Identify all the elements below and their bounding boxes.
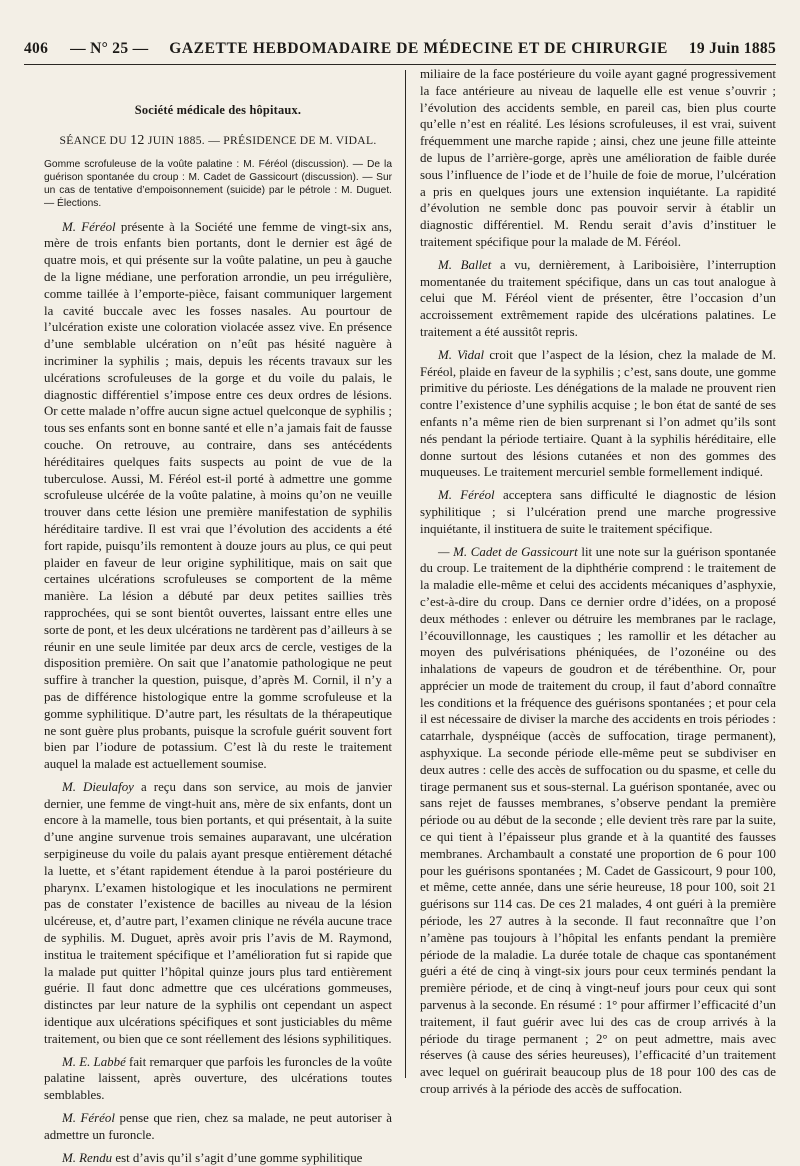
section-heading: Société médicale des hôpitaux. <box>134 103 302 117</box>
speaker-name: M. Féréol <box>62 219 116 234</box>
paragraph <box>44 1150 392 1166</box>
paragraph <box>44 219 392 773</box>
paragraph-text: a reçu dans son service, au mois de janvier dernier, une femme de vingt-huit ans, mère de six enfants, dont un encore à la mamelle, tous bien portants, et qui présentait, à la suite d’une angine survenue trois semaines auparavant, une ulcération serpigineuse du voile du palais ayant presque entièrement détaché la luette, et s’étant rapidement étendue à la paroi postérieure du pharynx. L’examen histologique et les inoculations ne permirent pas de constater l’existence de bacilles au niveau de la lésion ulcéreuse, et, d’autre part, l’examen clinique ne révéla aucune trace de syphilis. M. Duguet, après avoir pris l’avis de M. Raymond, institua le traitement spécifique et l’amélioration fut si rapide que la malade put quitter l’hôpital quinze jours plus tard entièrement guérie. Il faut donc admettre que ces ulcérations gommeuses, distinctes par leur nature de la syphilis ont cependant un aspect identique aux ulcérations spécifiques et sont justiciables du même traitement, ou bien que ce sont réellement des lésions syphilitiques. <box>44 779 392 1046</box>
seance-prefix: SÉANCE DU <box>59 133 127 147</box>
paragraph-text: fait remarquer que parfois les furoncles de la voûte palatine laissent, après ouverture, des ulcérations toutes semblables. <box>44 1054 392 1103</box>
speaker-name: M. Rendu <box>62 1150 113 1165</box>
column-divider <box>405 70 406 1078</box>
page-header <box>24 36 776 62</box>
paragraph <box>44 1110 392 1144</box>
issue-number: — N° 25 — <box>70 40 149 57</box>
speaker-name: M. Féréol <box>438 488 495 503</box>
paragraph-text: présente à la Société une femme de vingt-six ans, mère de trois enfants bien portants, dont le dernier est âgé de quatre mois, et qui présente sur la voûte palatine, un peu à gauche de la ligne médiane, une perforation arrondie, un peu irrégulière, comme taillée à l’emporte-pièce, faisant communiquer largement la cavité buccale avec les fosses nasales. Au pourtour de l’ulcération existe une coloration violacée assez vive. En présence d’une semblable ulcération on n’eût pas hésité naguère à incriminer la syphilis ; mais, depuis les récents travaux sur les ulcérations scrofuleuses de la gorge et du voile du palais, le diagnostic différentiel s’impose entre ces deux ordres de lésions. Or cette malade n’offre aucun signe actuel quelconque de syphilis ; tous ses enfants sont en bonne santé et elle n’a jamais fait de fausse couche. On retrouve, au contraire, dans ses antécédents héréditaires quelques faits suspects au point de vue de la tuberculose. Aussi, M. Féréol est-il porté à admettre une gomme scrofuleuse ulcérée de la voûte palatine, à moins qu’on ne veuille trouver dans cette lésion une première manifestation de syphilis héréditaire tardive. Il est vrai que l’évolution des accidents a été fort rapide, puisqu’ils remontent à douze jours au plus, ce qui peut plaider en faveur de leur origine syphilitique, mais on sait que certaines ulcérations scrofuleuses se comportent de la même manière. La lésion a débuté par deux petites saillies très rapprochées, qui se sont bientôt ouvertes, laissant entre elles une sorte de pont, et les deux ulcérations ne tardèrent pas d’ailleurs à se réunir en une seule limitée par deux arcs de cercle, vestiges de la disposition première. On sait que l’anatomie pathologique ne peut suffire à trancher la question, puisque, d’après M. Cornil, il n’y a pas de différence histologique entre la gomme scrofuleuse et la gomme syphilitique. D’autre part, les résultats de la thérapeutique ne sont guère plus probants, puisque la scrofule guérit souvent fort bien par l’iodure de potassium. C’est là du reste le traitement auquel la malade est actuellement soumise. <box>44 219 392 772</box>
speaker-name: M. Dieulafoy <box>62 779 134 794</box>
paragraph-text: est d’avis qu’il s’agit d’une gomme syphilitique <box>112 1150 363 1165</box>
seance-rest: JUIN 1885. — PRÉSIDENCE DE M. VIDAL. <box>147 133 377 147</box>
seance-day: 12 <box>130 132 145 148</box>
paragraph <box>420 257 776 341</box>
left-column <box>44 72 393 1165</box>
paragraph-text: pense que rien, chez sa malade, ne peut autoriser à admettre un furoncle. <box>44 1111 393 1142</box>
paragraph <box>420 66 776 251</box>
issue-date: 19 Juin 1885 <box>688 40 776 57</box>
paragraph-text: lit une note sur la guérison spontanée du croup. Le traitement de la diphthérie comprend : le traitement de la maladie elle-même et celui des accidents mécaniques d’asphyxie, c’est-à-dire du croup. Dans ce dernier ordre d’idées, on a proposé deux méthodes : enlever ou détruire les membranes par le raclage, l’écouvillonnage, les caustiques ; les ramollir et les détacher au moyen des pulvérisations phéniquées, de l’ozonéine ou des inhalations de vapeurs de goudron et de térébenthine. Or, pour apprécier un mode de traitement du croup, il faut d’abord connaître les conditions et la fréquence des guérisons spontanées ; et pour cela il est nécessaire de diviser la marche des accidents en trois périodes : catarrhale, dyspnéique (accès de suffocation, tirage permanent), asphyxique. La seconde période elle-même peut se subdiviser en deux autres : celle des accès de suffocation ou du spasme, et celle du tirage permanent sus et sous-sternal. La guérison spontanée, avec ou sans rejet de fausses membranes, s’observe pendant la première période ou au début de la seconde ; elle devient très rare par la suite, ce qui tient à l’épaisseur plus grande et à la quantité des fausses membranes. Archambault a constaté une proportion de 6 pour 100 pour les guérisons spontanées ; M. Cadet de Gassicourt, 9 pour 100, et même, cette année, dans une série heureuse, 18 pour 100, soit 21 guérisons sur 114 cas. De ces 21 malades, 4 ont guéri à la première période, les 27 autres à la seconde. Il faut reconnaître que l’on n’amène pas toujours à l’hôpital les enfants pendant la première période de la maladie. La durée totale de chaque cas spontanément guéri a été de cinq à vingt-six jours pour ceux terminés pendant la première période, et de cinq à vingt-neuf jours pour ceux qui sont parvenus à la seconde. En résumé : 1° pour affirmer l’efficacité d’un traitement, il faut guérir avec lui des cas de croup arrivés à la période du tirage permanent ; 2° on peut admettre, mais avec réserves (à cause des séries heureuses), l’efficacité d’un traitement avec lequel on guérirait beaucoup plus de 18 pour 100 des cas de croup arrivés à la période des accès de suffocation. <box>420 544 776 1097</box>
paragraph <box>44 779 392 1048</box>
paragraph <box>420 544 776 1098</box>
speaker-name: M. Ballet <box>438 257 492 272</box>
paragraph-text: acceptera sans difficulté le diagnostic de lésion syphilitique ; si l’ulcération prend une marche progressive inquiétante, il instituera de suite le traitement spécifique. <box>420 488 777 536</box>
paragraph-text: a vu, dernièrement, à Lariboisière, l’interruption momentanée du traitement spécifique, dans un cas tout analogue à celui que M. Féréol vient de présenter, être l’occasion d’un accroissement extrêmement rapide des ulcérations palatines. Le traitement a été aussitôt repris. <box>420 257 777 339</box>
paragraph <box>420 347 776 481</box>
session-summary: Gomme scrofuleuse de la voûte palatine : M. Féréol (discussion). — De la guérison spontanée du croup : M. Cadet de Gassicourt (discussion). — Sur un cas de tentative d’empoisonnement (suicide) par le pétrole : M. Duguet. — Élections. <box>44 158 392 209</box>
paragraph-text: miliaire de la face postérieure du voile ayant gagné progressivement la face antérieure au niveau de laquelle elle est venue s’ouvrir ; l’évolution des accidents semble, en pareil cas, bien plus courte qu’elle n’est en réalité. Les lésions scrofuleuses, il est vrai, suivent fréquemment une marche rapide ; ainsi, chez une jeune fille atteinte de lupus de l’arrière-gorge, après une amélioration de faible durée sous l’influence de l’iode et de l’huile de foie de morue, l’ulcération a pris en quelques jours une extension inquiétante. La rapidité d’évolution ne semble donc pas pouvoir servir à établir un diagnostic différentiel. M. Rendu serait d’avis d’instituer le traitement spécifique pour la malade de M. Féréol. <box>420 67 776 249</box>
page-number: 406 <box>24 40 49 57</box>
journal-title: GAZETTE HEBDOMADAIRE DE MÉDECINE ET DE CHIRURGIE <box>169 40 668 57</box>
seance-line <box>44 133 392 150</box>
speaker-name: — M. Cadet de Gassicourt <box>438 544 578 559</box>
speaker-name: M. E. Labbé <box>62 1054 126 1069</box>
header-rule <box>24 64 776 65</box>
paragraph-text: croit que l’aspect de la lésion, chez la malade de M. Féréol, plaide en faveur de la syphilis ; c’est, sans doute, une gomme primitive du périoste. Les dénégations de la malade ne prouvent rien contre l’existence d’une syphilis acquise ; le bon état de santé de ses enfants n’a même rien de bien surprenant si l’on admet qu’ils sont nés pendant la période tertiaire. Quant à la syphilis héréditaire, elle donne surtout des lésions cutanées et non des gommes des muqueuses. Le traitement mercuriel semble formellement indiqué. <box>420 347 776 480</box>
paragraph <box>420 487 776 537</box>
right-column <box>420 66 777 1097</box>
speaker-name: M. Féréol <box>62 1111 115 1126</box>
paragraph <box>44 1054 392 1104</box>
speaker-name: M. Vidal <box>438 347 485 362</box>
